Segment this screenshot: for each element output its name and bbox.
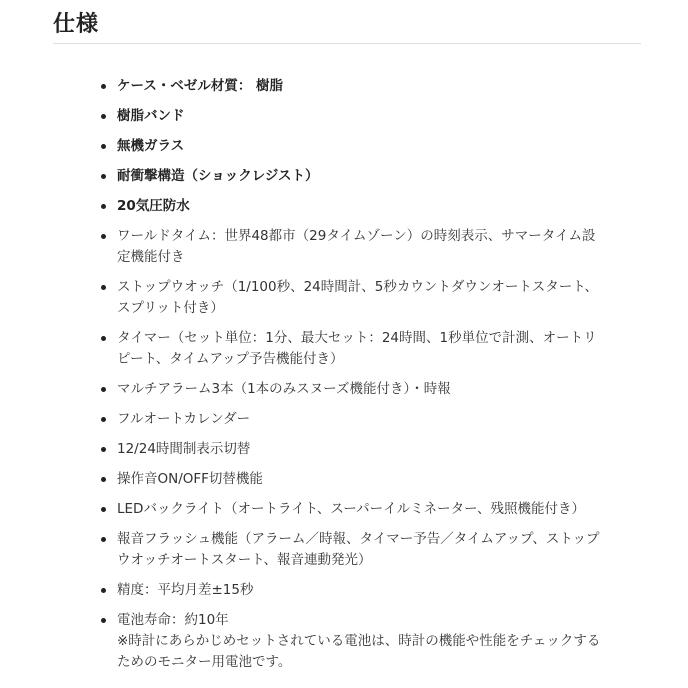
bullet-dot-icon — [101, 447, 106, 452]
list-item-text: 耐衝撃構造（ショックレジスト） — [117, 168, 319, 184]
list-item-text: ワールドタイム：世界48都市（29タイムゾーン）の時刻表示、サマータイム設 — [117, 228, 596, 244]
list-item — [100, 328, 620, 370]
list-item — [100, 469, 620, 490]
list-item — [100, 136, 620, 157]
bullet-dot-icon — [101, 387, 106, 392]
list-item — [100, 610, 620, 673]
list-item-text: 定機能付き — [117, 249, 185, 265]
list-item-text: 20気圧防水 — [117, 198, 190, 214]
list-item — [100, 196, 620, 217]
list-item-text: 無機ガラス — [117, 138, 185, 154]
list-item — [100, 76, 620, 97]
section-title: 仕様 — [53, 12, 100, 37]
list-item-text: フルオートカレンダー — [117, 411, 251, 427]
list-item-text: 操作音ON/OFF切替機能 — [117, 471, 263, 487]
list-item — [100, 226, 620, 268]
list-item-text: ケース・ベゼル材質： 樹脂 — [117, 78, 284, 94]
list-item-text: 樹脂バンド — [117, 108, 185, 124]
bullet-dot-icon — [101, 114, 106, 119]
list-item — [100, 379, 620, 400]
bullet-dot-icon — [101, 204, 106, 209]
list-item — [100, 106, 620, 127]
list-item — [100, 277, 620, 319]
bullet-dot-icon — [101, 144, 106, 149]
bullet-dot-icon — [101, 234, 106, 239]
list-item — [100, 409, 620, 430]
spec-list — [100, 76, 620, 682]
bullet-dot-icon — [101, 84, 106, 89]
bullet-dot-icon — [101, 174, 106, 179]
list-item-text: ウオッチオートスタート、報音連動発光） — [117, 552, 372, 568]
list-item-text: 12/24時間制表示切替 — [117, 441, 251, 457]
list-item — [100, 439, 620, 460]
bullet-dot-icon — [101, 477, 106, 482]
list-item — [100, 166, 620, 187]
list-item-text: ためのモニター用電池です。 — [117, 654, 292, 670]
bullet-dot-icon — [101, 537, 106, 542]
list-item — [100, 580, 620, 601]
list-item-text: スプリット付き） — [117, 300, 224, 316]
list-item-text: 精度：平均月差±15秒 — [117, 582, 254, 598]
bullet-dot-icon — [101, 336, 106, 341]
bullet-dot-icon — [101, 588, 106, 593]
list-item-text: LEDバックライト（オートライト、スーパーイルミネーター、残照機能付き） — [117, 501, 586, 517]
list-item-text: タイマー（セット単位：1分、最大セット：24時間、1秒単位で計測、オートリ — [117, 330, 597, 346]
list-item — [100, 529, 620, 571]
list-item-text: ピート、タイムアップ予告機能付き） — [117, 351, 344, 367]
list-item-text: ※時計にあらかじめセットされている電池は、時計の機能や性能をチェックする — [117, 633, 601, 649]
bullet-dot-icon — [101, 507, 106, 512]
list-item-text: マルチアラーム3本（1本のみスヌーズ機能付き）・時報 — [117, 381, 451, 397]
list-item — [100, 499, 620, 520]
list-item-text: 報音フラッシュ機能（アラーム／時報、タイマー予告／タイムアップ、ストップ — [117, 531, 600, 547]
bullet-dot-icon — [101, 417, 106, 422]
bullet-dot-icon — [101, 618, 106, 623]
title-divider — [53, 43, 641, 44]
list-item-text: ストップウオッチ（1/100秒、24時間計、5秒カウントダウンオートスタート、 — [117, 279, 599, 295]
bullet-dot-icon — [101, 285, 106, 290]
list-item-text: 電池寿命：約10年 — [117, 612, 229, 628]
